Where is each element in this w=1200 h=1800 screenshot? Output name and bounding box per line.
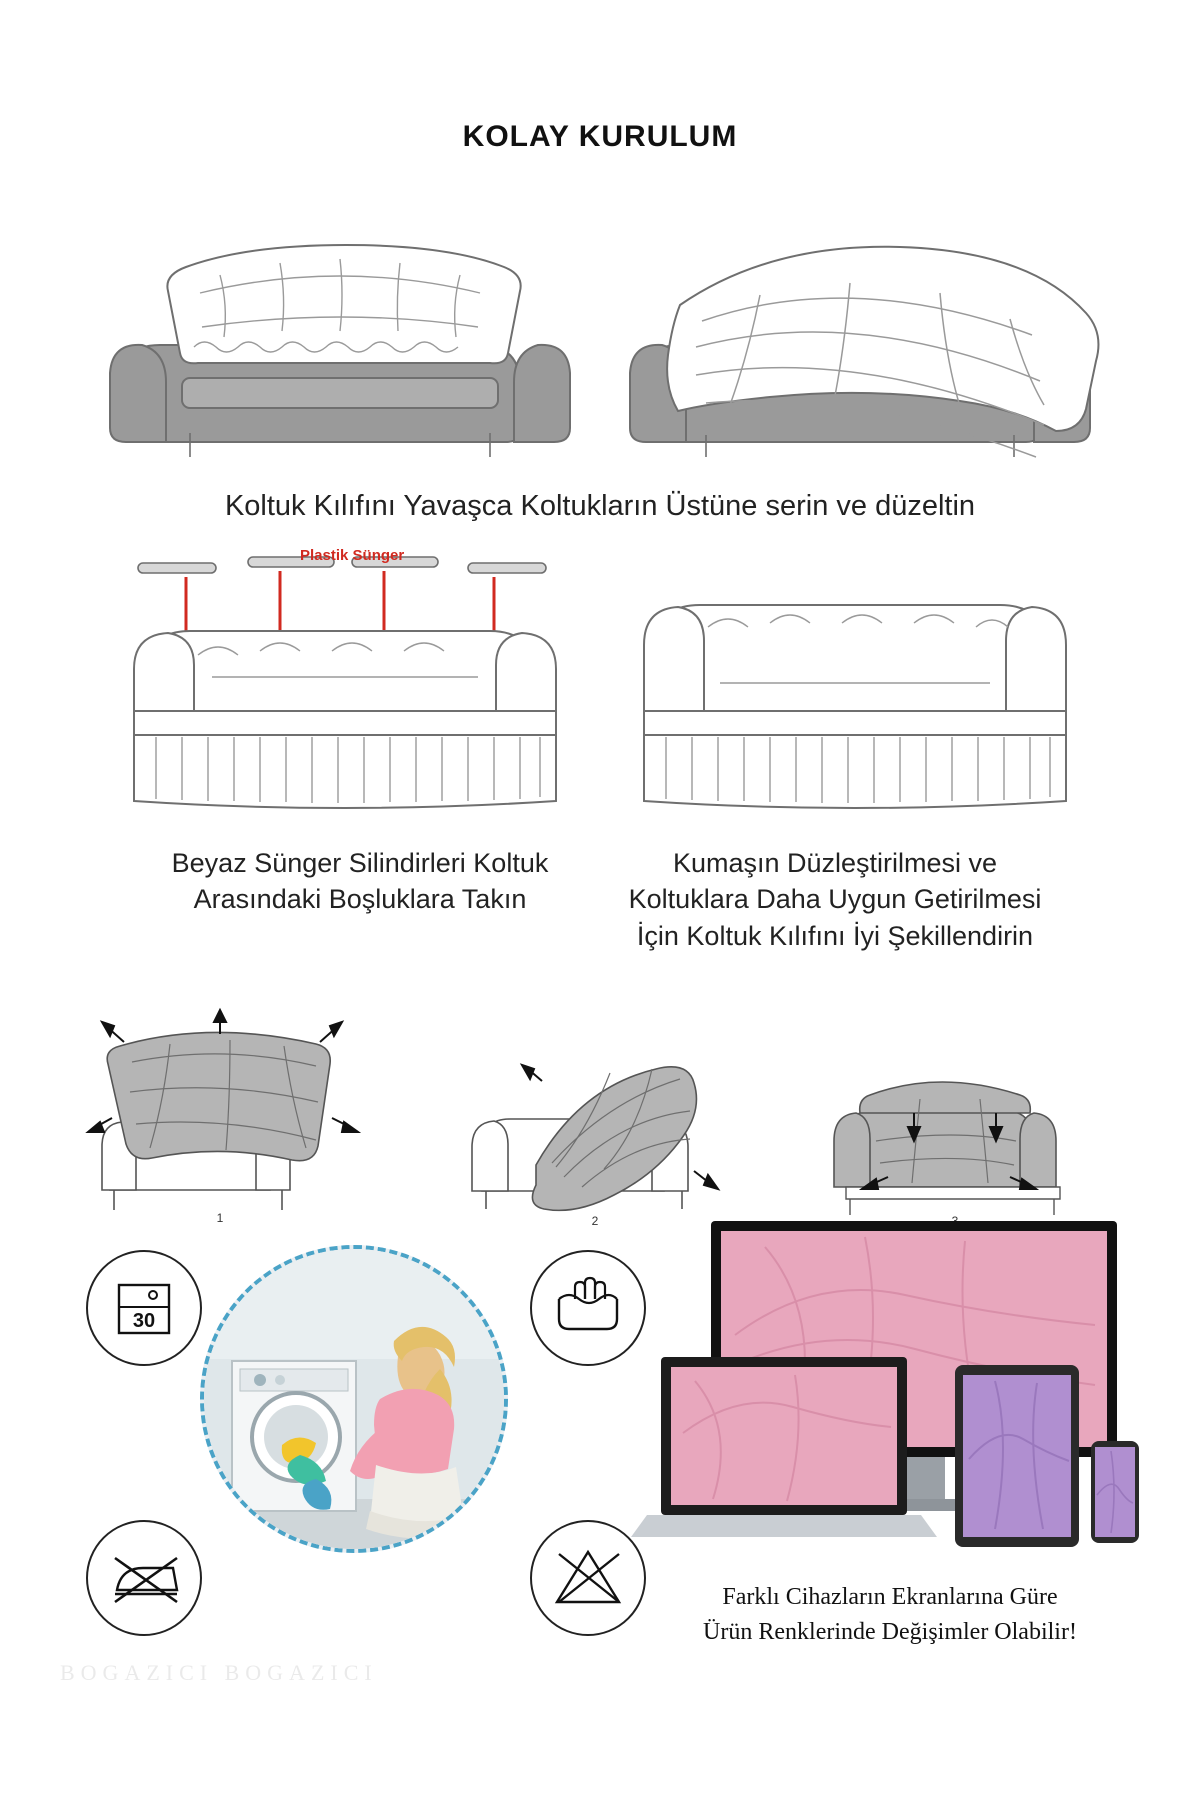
machine-wash-30-icon [109,1273,179,1343]
devices-disclaimer [610,1580,1170,1650]
sofa-cover-draped-side-icon [610,235,1110,470]
woman-loading-washing-machine-photo [200,1245,508,1553]
svg-text:2: 2 [591,1214,599,1228]
care-symbol-wash-30 [86,1250,202,1366]
cover-pressed-into-gaps-icon [810,1055,1100,1230]
sofa-with-foam-rollers-arrows-icon [120,535,570,825]
sofa-cover-draped-front-icon [90,235,590,470]
cover-tucked-diagonally-icon [440,1045,750,1230]
step-2-3-illustrations [120,535,1080,825]
care-symbol-no-iron [86,1520,202,1636]
step-1-illustrations [90,235,1110,475]
page-title: KOLAY KURULUM [462,120,738,153]
devices-disclaimer-line1: Farklı Cihazların Ekranlarına Güre [722,1584,1058,1610]
hand-wash-icon [551,1273,625,1343]
devices-disclaimer-line2: Ürün Renklerinde Değişimler Olabilir! [703,1618,1077,1645]
step-3-caption: Kumaşın Düzleştirilmesi ve Koltuklara Daha Uygun Getirilmesi İçin Koltuk Kılıfını İyi Şekillendirin [628,848,1042,951]
step-1-caption: Koltuk Kılıfını Yavaşca Koltukların Üstüne serin ve düzeltin [224,490,976,522]
svg-text:1: 1 [216,1211,224,1225]
cover-spread-over-sofa-icon [70,1000,380,1230]
no-iron-icon [107,1546,181,1610]
step-2-caption: Beyaz Sünger Silindirleri Koltuk Arasındaki Boşluklara Takın [171,848,549,915]
substep-illustrations [70,985,1100,1230]
devices-color-preview [625,1215,1155,1575]
wash-temp-label: 30 [132,1310,156,1332]
plastik-sunger-label: Plastik Sünger [300,547,405,564]
sofa-cover-smoothed-icon [630,535,1080,825]
footer-watermark: BOGAZICI BOGAZICI [60,1660,378,1685]
